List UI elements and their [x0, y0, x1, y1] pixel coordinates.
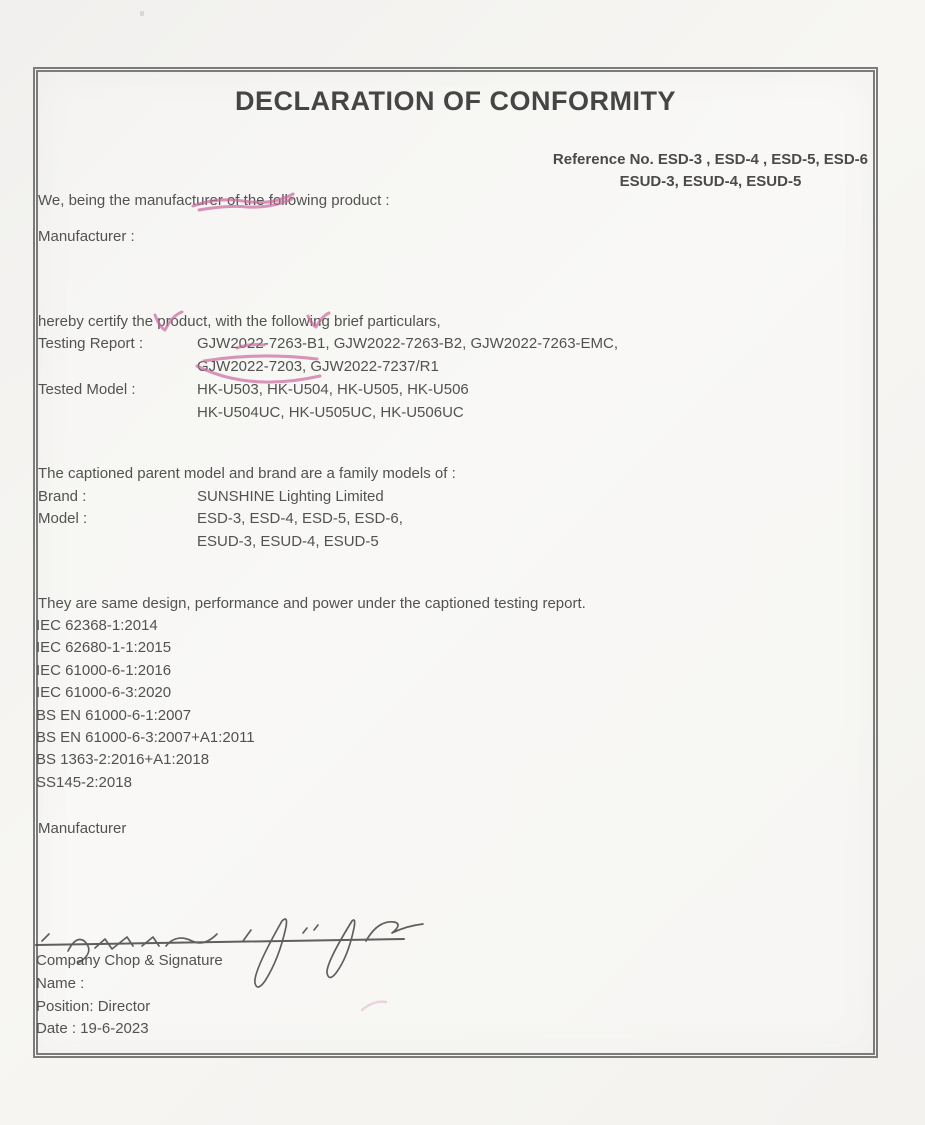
position-label: Position: Director	[36, 998, 151, 1015]
standard-item: IEC 62680-1-1:2015	[36, 639, 172, 657]
standard-item: IEC 62368-1:2014	[36, 617, 158, 634]
tested-model-label: Tested Model :	[38, 381, 136, 398]
statement-line: They are same design, performance and power under the captioned testing report.	[38, 595, 586, 612]
brand-value: SUNSHINE Lighting Limited	[197, 488, 384, 505]
brand-label: Brand :	[38, 488, 87, 505]
tested-model-line-2: HK-U504UC, HK-U505UC, HK-U506UC	[197, 404, 464, 421]
model-label: Model :	[38, 510, 88, 527]
tested-model-line-1: HK-U503, HK-U504, HK-U505, HK-U506	[197, 381, 469, 398]
standard-item: BS EN 61000-6-3:2007+A1:2011	[36, 729, 255, 747]
certify-line: hereby certify the product, with the following brief particulars,	[38, 313, 441, 330]
standard-item: IEC 61000-6-1:2016	[36, 661, 172, 679]
document-border-frame	[33, 67, 878, 1058]
date-label: Date : 19-6-2023	[36, 1020, 149, 1037]
reference-line-1: Reference No. ESD-3 , ESD-4 , ESD-5, ESD-6	[552, 151, 868, 168]
testing-report-line-2: GJW2022-7203, GJW2022-7237/R1	[197, 358, 439, 375]
standard-item: BS EN 61000-6-1:2007	[36, 706, 192, 724]
intro-line: We, being the manufacturer of the following product :	[38, 192, 390, 209]
model-line-1: ESD-3, ESD-4, ESD-5, ESD-6,	[197, 510, 403, 527]
testing-report-line-1: GJW2022-7263-B1, GJW2022-7263-B2, GJW2022-7263-EMC,	[197, 335, 619, 352]
manufacturer-word: Manufacturer	[38, 820, 127, 837]
document-title: DECLARATION OF CONFORMITY	[235, 86, 676, 116]
standard-item: IEC 61000-6-3:2020	[36, 684, 172, 702]
standard-item: SS145-2:2018	[36, 773, 132, 791]
chop-signature-label: Company Chop & Signature	[36, 952, 223, 969]
reference-block	[553, 149, 868, 193]
standards-list	[36, 615, 255, 794]
family-intro-line: The captioned parent model and brand are a family models of :	[38, 465, 456, 482]
testing-report-label: Testing Report :	[38, 335, 144, 352]
reference-line-2: ESUD-3, ESUD-4, ESUD-5	[619, 173, 802, 190]
model-line-2: ESUD-3, ESUD-4, ESUD-5	[197, 533, 379, 550]
scan-speck	[140, 11, 144, 16]
name-label: Name :	[36, 975, 85, 992]
standard-item: BS 1363-2:2016+A1:2018	[36, 751, 210, 769]
manufacturer-label: Manufacturer :	[38, 228, 135, 245]
